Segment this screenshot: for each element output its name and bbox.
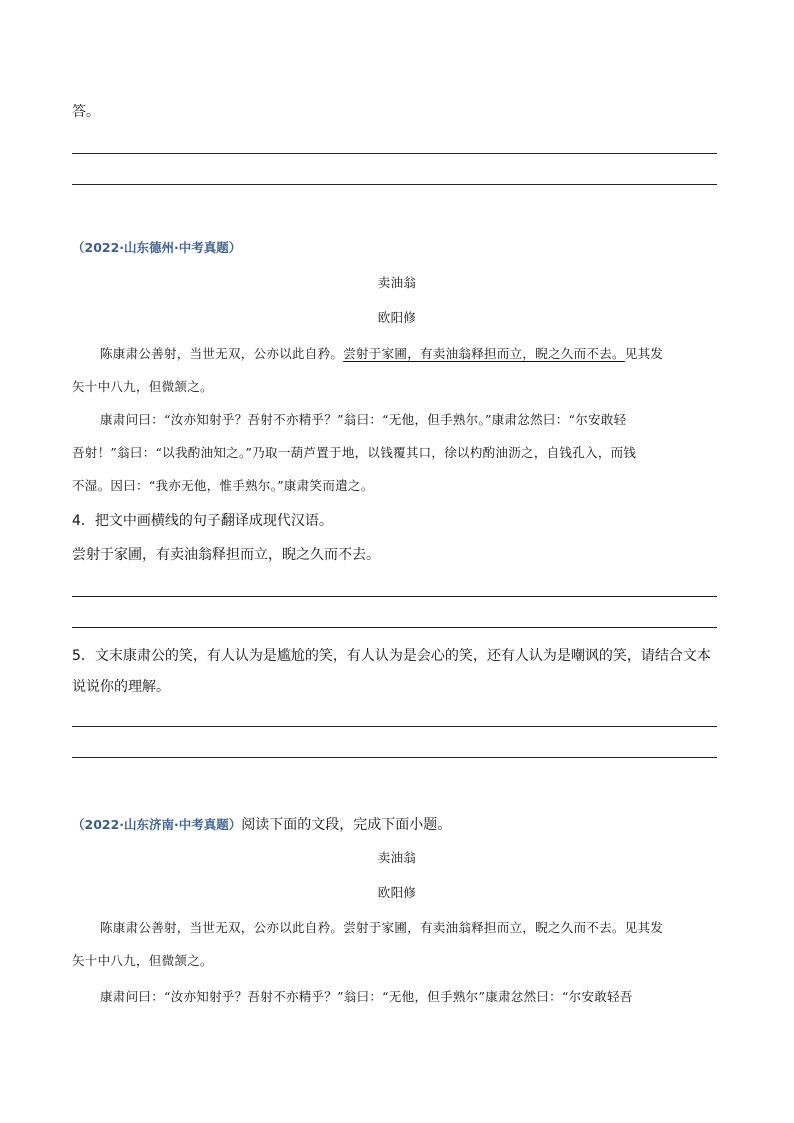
- passage-paragraph-line: 不湿。因曰：“我亦无他，惟手熟尔。”康肃笑而遣之。: [72, 478, 374, 493]
- question-5-continued: 说说你的理解。: [72, 679, 170, 695]
- answer-line: [72, 153, 717, 154]
- passage-title: 卖油翁: [377, 850, 417, 865]
- question-intro: [72, 814, 451, 835]
- answer-line: [72, 757, 717, 758]
- answer-line: [72, 627, 717, 628]
- passage-paragraph-line: 吾射！”翁曰：“以我酌油知之。”乃取一葫芦置于地，以钱覆其口，徐以杓酌油沥之，自钱孔入，而钱: [72, 445, 637, 460]
- passage-paragraph-line: 陈康肃公善射，当世无双，公亦以此自矜。尝射于家圃，有卖油翁释担而立，睨之久而不去。见其发: [100, 920, 664, 935]
- answer-fragment: 答。: [72, 104, 100, 120]
- passage-title: 卖油翁: [377, 275, 417, 290]
- question-source: （2022·山东德州·中考真题）: [72, 240, 242, 255]
- question-source: （2022·山东济南·中考真题）: [72, 817, 242, 832]
- question-5: 5．文末康肃公的笑，有人认为是尴尬的笑，有人认为是会心的笑，还有人认为是嘲讽的笑，请结合文本: [72, 648, 711, 664]
- passage-paragraph-line: 矢十中八九，但微颔之。: [72, 379, 213, 394]
- answer-line: [72, 596, 717, 597]
- passage-paragraph-line: 矢十中八九，但微颔之。: [72, 953, 213, 968]
- passage-text: 陈康肃公善射，当世无双，公亦以此自矜。: [100, 346, 344, 361]
- question-4: 4．把文中画横线的句子翻译成现代汉语。: [72, 513, 333, 529]
- question-4-sentence: 尝射于家圃，有卖油翁释担而立，睨之久而不去。: [72, 547, 380, 563]
- question-instruction: 阅读下面的文段，完成下面小题。: [241, 817, 452, 833]
- passage-paragraph-line: 康肃问曰：“汝亦知射乎？吾射不亦精乎？”翁曰：“无他，但手熟尔。”康肃忿然曰：“尔安敢轻: [100, 412, 627, 427]
- passage-paragraph-line: 康肃问曰：“汝亦知射乎？吾射不亦精乎？”翁曰：“无他，但手熟尔”康肃忿然曰：“尔安敢轻吾: [100, 989, 633, 1004]
- passage-text: 见其发: [624, 346, 664, 361]
- passage-author: 欧阳修: [377, 310, 417, 325]
- passage-paragraph-line: [100, 344, 663, 364]
- underlined-sentence: 尝射于家圃，有卖油翁释担而立，睨之久而不去。: [343, 346, 625, 361]
- answer-line: [72, 184, 717, 185]
- passage-author: 欧阳修: [377, 885, 417, 900]
- answer-line: [72, 726, 717, 727]
